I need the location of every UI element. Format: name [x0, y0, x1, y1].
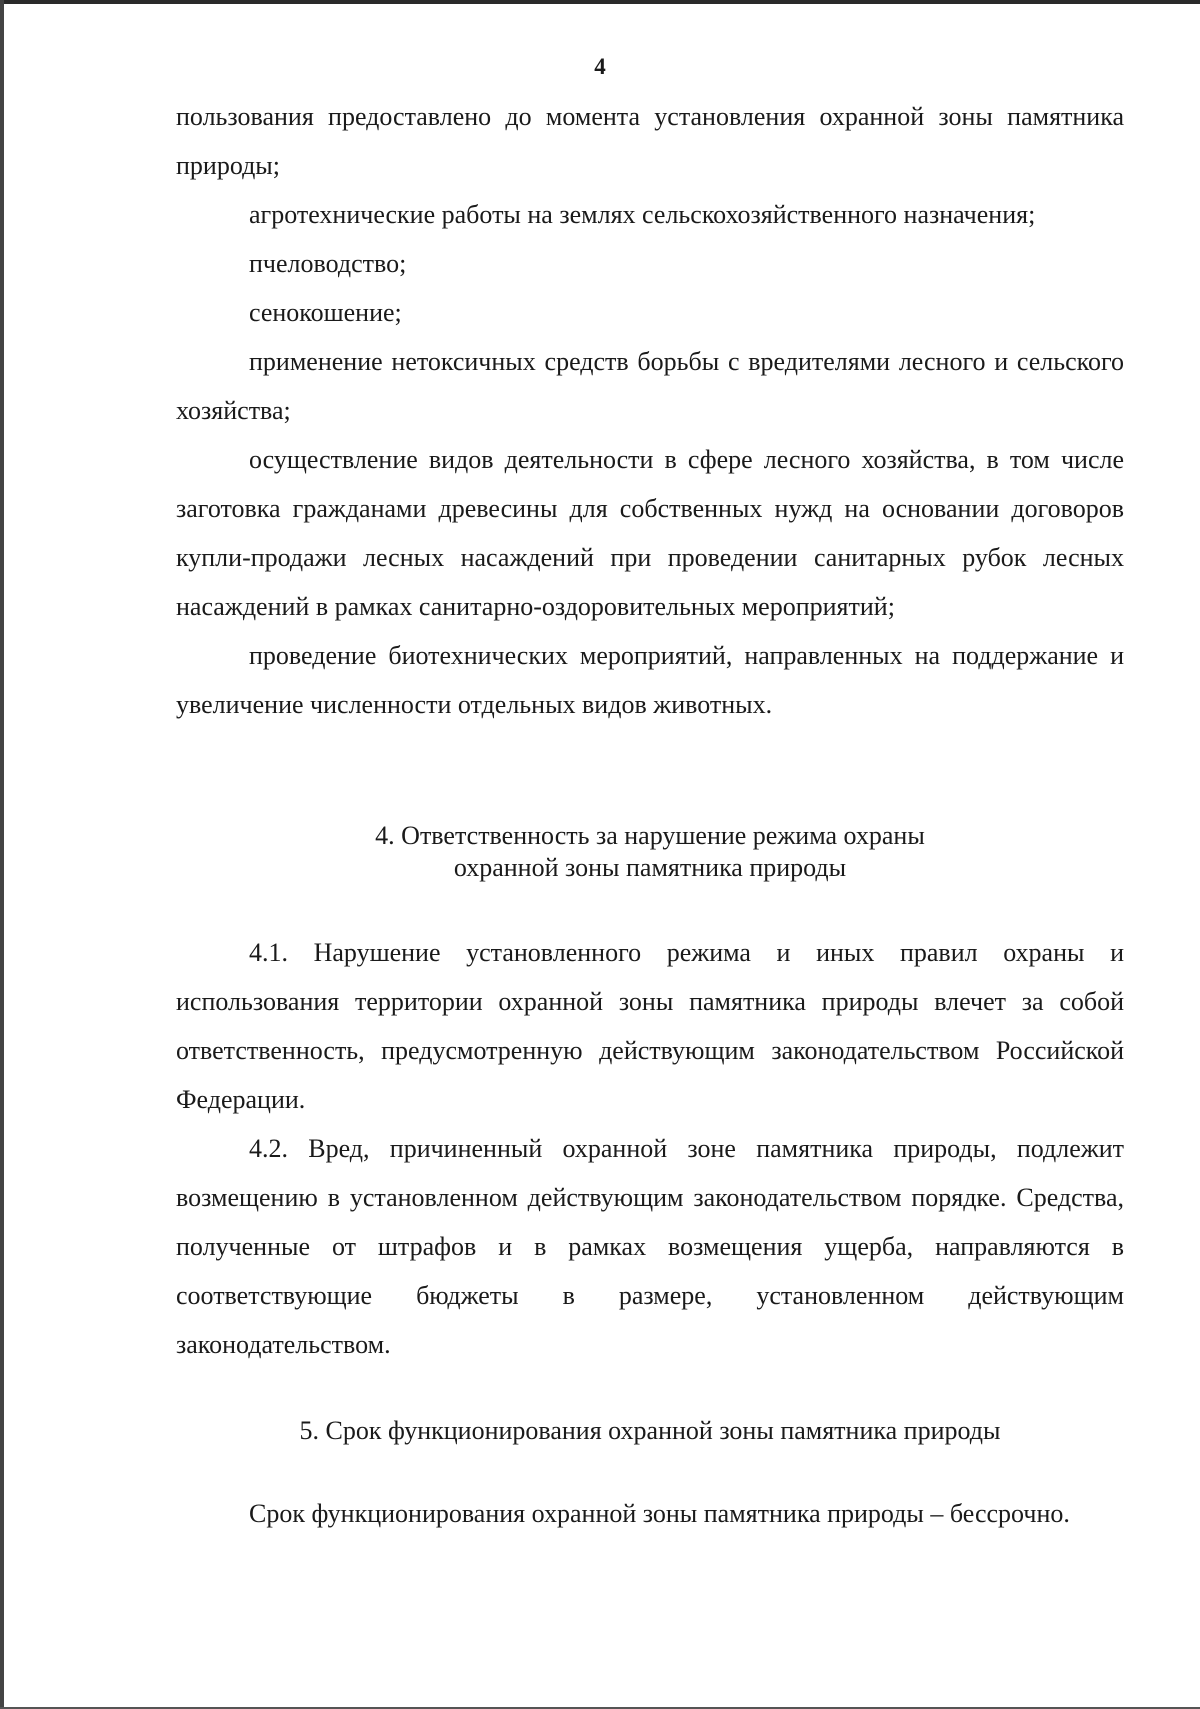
scan-edge-left: [0, 0, 4, 1709]
paragraph-continuation: пользования предоставлено до момента установления охранной зоны памятника природы;: [176, 102, 1124, 180]
continued-list-block: [176, 92, 1124, 729]
section-4-body: [176, 928, 1124, 1369]
section-5-heading: 5. Срок функционирования охранной зоны памятника природы: [299, 1416, 1001, 1445]
paragraph-4-1: 4.1. Нарушение установленного режима и иных правил охраны и использования территории охранной зоны памятника природы влечет за собой ответственность, предусмотренную действующим законодательством Российской Федерации.: [176, 938, 1124, 1114]
paragraph-4-2: 4.2. Вред, причиненный охранной зоне памятника природы, подлежит возмещению в установленном действующим законодательством порядке. Средства, полученные от штрафов и в рамках возмещения ущерба, направляются в соответствующие бюджеты в размере, установленном действующим законодательством.: [176, 1134, 1124, 1359]
list-item-beekeeping: пчеловодство;: [249, 249, 407, 278]
section-5-body: [176, 1489, 1124, 1538]
page-number: 4: [594, 54, 606, 79]
section-4-heading-line-1: 4. Ответственность за нарушение режима охраны: [375, 821, 925, 850]
section-4-heading: [176, 820, 1124, 884]
section-4-heading-line-2: охранной зоны памятника природы: [453, 853, 847, 882]
list-item-agrotechnical: агротехнические работы на землях сельскохозяйственного назначения;: [249, 200, 1036, 229]
list-item-pest-control: применение нетоксичных средств борьбы с вредителями лесного и сельского хозяйства;: [176, 347, 1124, 425]
list-item-haymaking: сенокошение;: [249, 298, 402, 327]
list-item-forestry: осуществление видов деятельности в сфере лесного хозяйства, в том числе заготовка гражданами древесины для собственных нужд на основании договоров купли-продажи лесных насаждений при проведении санитарных рубок лесных насаждений в рамках санитарно-оздоровительных мероприятий;: [176, 445, 1124, 621]
scan-edge-top: [0, 0, 1200, 4]
list-item-biotechnical: проведение биотехнических мероприятий, направленных на поддержание и увеличение численности отдельных видов животных.: [176, 641, 1124, 719]
paragraph-5: Срок функционирования охранной зоны памятника природы – бессрочно.: [249, 1499, 1070, 1528]
